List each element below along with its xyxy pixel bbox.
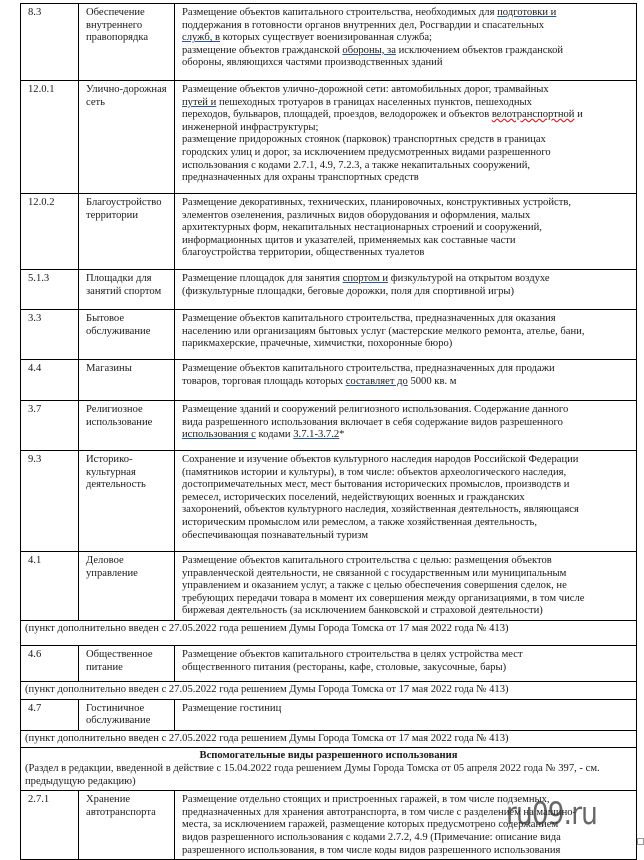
- amendment-note: (пункт дополнительно введен с 27.05.2022 года решением Думы Города Томска от 17 мая 2022 года № 413): [21, 620, 637, 645]
- description-line: историческим промыслом или ремеслом, а также хозяйственная деятельность,: [182, 516, 538, 528]
- use-description: [175, 310, 637, 360]
- use-name: Деловое управление: [79, 552, 175, 621]
- description-line: Сохранение и изучение объектов культурного наследия народов Российской Федерации: [182, 454, 579, 465]
- description-line: использования с кодами 3.7.1-3.7.2*: [182, 429, 345, 441]
- description-line: захоронений, объектов культурного наследия, хозяйственная деятельность, являющаяся: [182, 504, 579, 516]
- table-row: [21, 699, 637, 730]
- use-name: Обеспечение внутреннего правопорядка: [79, 4, 175, 81]
- description-line: управлением и оказанием услуг, а также с целью обеспечения совершения сделок, не: [182, 580, 567, 592]
- hyperlink-text[interactable]: составляет до: [345, 375, 408, 387]
- description-line: (памятников истории и культуры), в том числе: объектов археологического наследия,: [182, 466, 567, 478]
- use-description: [175, 194, 637, 270]
- description-line: ремесел, исторических поселений, недействующих военных и гражданских: [182, 491, 525, 503]
- description-line: разрешенного использования, в том числе коды видов разрешенного использования: [182, 844, 561, 856]
- description-line: Размещение декоративных, технических, планировочных, конструктивных устройств,: [182, 197, 572, 208]
- description-line: Размещение зданий и сооружений религиозного использования. Содержание данного: [182, 404, 569, 415]
- use-name: Историко-культурная деятельность: [79, 451, 175, 552]
- amendment-note: (пункт дополнительно введен с 27.05.2022 года решением Думы Города Томска от 17 мая 2022 года № 413): [21, 730, 637, 748]
- description-line: Размещение объектов капитального строительства, предназначенных для оказания: [182, 313, 556, 324]
- land-use-table-body: [21, 4, 637, 860]
- description-line: управленческой деятельности, не связанной с государственным или муниципальным: [182, 567, 567, 579]
- description-line: Размещение отдельно стоящих и пристроенных гаражей, в том числе подземных,: [182, 794, 550, 806]
- use-code: 9.3: [21, 451, 79, 552]
- description-line: обороны, являющихся частями производственных зданий: [182, 57, 443, 69]
- description-line: места, за исключением гаражей, размещение которых предусмотрено содержанием: [182, 819, 559, 831]
- description-line: требующих передачи товара в момент их совершения между организациями, в том числе: [182, 592, 585, 604]
- description-line: информационных щитов и указателей, применяемых как составные части: [182, 234, 516, 246]
- spellcheck-flagged-word: велотранспортной: [491, 109, 575, 121]
- watermark: ru09.ru: [506, 796, 598, 832]
- description-line: видов разрешенного использования с кодами 2.7.2, 4.9 (Примечание: описание вида: [182, 831, 561, 843]
- description-line: Размещение гостиниц: [182, 702, 282, 714]
- description-line: размещение придорожных стоянок (парковок) транспортных средств в границах: [182, 134, 546, 146]
- hyperlink-text[interactable]: обороны, за: [342, 44, 396, 56]
- hyperlink-text[interactable]: путей и: [182, 96, 217, 108]
- use-description: [175, 645, 637, 681]
- table-row: [21, 194, 637, 270]
- use-name: Бытовое обслуживание: [79, 310, 175, 360]
- hyperlink-text[interactable]: служб, в: [182, 32, 221, 44]
- use-name: Благоустройство территории: [79, 194, 175, 270]
- use-code: 4.4: [21, 360, 79, 401]
- description-line: обеспечивающая познавательный туризм: [182, 529, 369, 541]
- amendment-note-row: [21, 681, 637, 699]
- use-name: Гостиничное обслуживание: [79, 699, 175, 730]
- section-header-row: [21, 748, 637, 791]
- use-description: [175, 401, 637, 451]
- table-row: [21, 310, 637, 360]
- description-line: Размещение объектов улично-дорожной сети: автомобильных дорог, трамвайных: [182, 84, 549, 95]
- table-row: [21, 451, 637, 552]
- description-line: путей и пешеходных тротуаров в границах населенных пунктов, пешеходных: [182, 96, 532, 108]
- description-line: вида разрешенного использования включает в себя содержание видов разрешенного: [182, 416, 563, 428]
- land-use-table: [20, 3, 637, 860]
- description-line: благоустройства территории, общественных туалетов: [182, 247, 425, 259]
- description-line: элементов озеленения, различных видов оборудования и оформления, малых: [182, 209, 531, 221]
- description-line: Размещение объектов капитального строительства, необходимых для подготовки и: [182, 7, 557, 18]
- table-row: [21, 645, 637, 681]
- use-code: 8.3: [21, 4, 79, 81]
- use-code: 12.0.2: [21, 194, 79, 270]
- amendment-note-row: [21, 730, 637, 748]
- description-line: Размещение площадок для занятия спортом и физкультурой на открытом воздухе: [182, 273, 550, 284]
- use-name: Религиозное использование: [79, 401, 175, 451]
- use-description: [175, 270, 637, 310]
- amendment-note-row: [21, 620, 637, 645]
- section-note: (Раздел в редакции, введенной в действие с 15.04.2022 года решением Думы Города Томска от 05 апреля 2022 года № 397, - см. предыдущую редакцию): [25, 762, 600, 787]
- description-line: поддержания в готовности органов внутренних дел, Росгвардии и спасательных: [182, 19, 545, 31]
- description-line: (физкультурные площадки, беговые дорожки, поля для спортивной игры): [182, 285, 515, 297]
- use-description: [175, 81, 637, 194]
- section-title: Вспомогательные виды разрешенного использования: [199, 750, 458, 762]
- use-description: [175, 4, 637, 81]
- description-line: служб, в которых существует военизированная служба;: [182, 32, 432, 44]
- use-name: Улично-дорожная сеть: [79, 81, 175, 194]
- description-line: парикмахерские, прачечные, химчистки, похоронные бюро): [182, 338, 453, 350]
- use-name: Хранение автотранспорта: [79, 791, 175, 860]
- description-line: предназначенных для хранения автотранспорта, в том числе с разделением на машино-: [182, 806, 577, 818]
- table-row: [21, 401, 637, 451]
- hyperlink-text[interactable]: спортом и: [342, 273, 389, 284]
- description-line: товаров, торговая площадь которых составляет до 5000 кв. м: [182, 375, 457, 387]
- description-line: предназначенных для охраны транспортных средств: [182, 172, 419, 184]
- table-row: [21, 552, 637, 621]
- table-row: [21, 270, 637, 310]
- table-row: [21, 360, 637, 401]
- use-name: Магазины: [79, 360, 175, 401]
- description-line: переходов, бульваров, площадей, проездов, велодорожек и объектов велотранспортной и: [182, 109, 583, 121]
- description-line: Размещение объектов капитального строительства, предназначенных для продажи: [182, 363, 555, 374]
- section-header-cell: [21, 748, 637, 791]
- use-description: [175, 451, 637, 552]
- use-description: [175, 699, 637, 730]
- hyperlink-text[interactable]: 3.7.1-3.7.2: [293, 429, 340, 441]
- use-code: 5.1.3: [21, 270, 79, 310]
- description-line: городских улиц и дорог, за исключением предусмотренных видами разрешенного: [182, 146, 551, 158]
- description-line: биржевая деятельность (за исключением банковской и страховой деятельности): [182, 605, 543, 617]
- description-line: Размещение объектов капитального строительства с целью: размещения объектов: [182, 555, 552, 566]
- use-name: Площадки для занятий спортом: [79, 270, 175, 310]
- use-code: 3.3: [21, 310, 79, 360]
- table-row: [21, 81, 637, 194]
- use-code: 4.1: [21, 552, 79, 621]
- use-code: 4.7: [21, 699, 79, 730]
- page-corner-marker: [637, 838, 644, 845]
- hyperlink-text[interactable]: использования с: [182, 429, 256, 441]
- description-line: использования с кодами 2.7.1, 4.9, 7.2.3, а также некапитальных сооружений,: [182, 159, 531, 171]
- use-description: [175, 360, 637, 401]
- hyperlink-text[interactable]: подготовки и: [497, 7, 557, 18]
- description-line: размещение объектов гражданской обороны, за исключением объектов гражданской: [182, 44, 564, 56]
- description-line: инженерной инфраструктуры;: [182, 121, 319, 133]
- use-code: 4.6: [21, 645, 79, 681]
- amendment-note: (пункт дополнительно введен с 27.05.2022 года решением Думы Города Томска от 17 мая 2022 года № 413): [21, 681, 637, 699]
- use-code: 2.7.1: [21, 791, 79, 860]
- use-code: 3.7: [21, 401, 79, 451]
- use-name: Общественное питание: [79, 645, 175, 681]
- description-line: достопримечательных мест, мест бытования исторических промыслов, производств и: [182, 479, 570, 491]
- description-line: населению или организациям бытовых услуг (мастерские мелкого ремонта, ателье, бани,: [182, 325, 585, 337]
- description-line: общественного питания (рестораны, кафе, столовые, закусочные, бары): [182, 661, 507, 673]
- table-row: [21, 4, 637, 81]
- description-line: Размещение объектов капитального строительства в целях устройства мест: [182, 648, 523, 660]
- use-description: [175, 552, 637, 621]
- description-line: архитектурных форм, некапитальных нестационарных строений и сооружений,: [182, 222, 542, 234]
- use-code: 12.0.1: [21, 81, 79, 194]
